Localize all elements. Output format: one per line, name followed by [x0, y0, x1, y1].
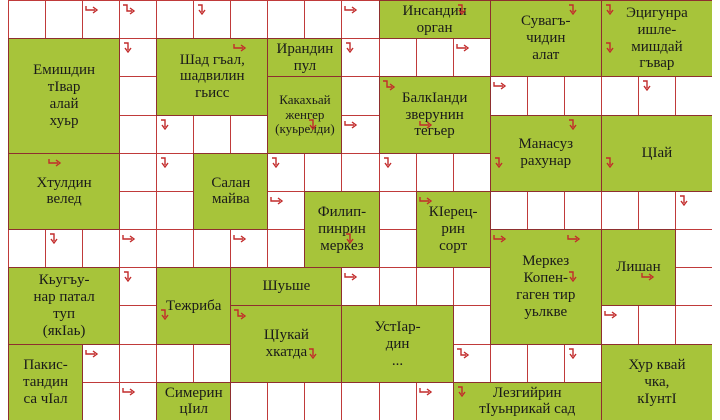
answer-cell[interactable] [675, 305, 712, 344]
direction-arrow-icon [344, 3, 358, 15]
answer-cell[interactable] [304, 382, 342, 420]
answer-cell[interactable] [564, 76, 602, 115]
clue-block: БалкӀанди зверунин тегьер [379, 76, 491, 153]
answer-cell[interactable] [379, 229, 417, 268]
direction-arrow-icon [567, 3, 581, 15]
answer-cell[interactable] [230, 115, 268, 154]
answer-cell[interactable] [490, 344, 528, 383]
clue-block: Кьугъу- нар патал туп (якӀаь) [8, 267, 120, 344]
direction-arrow-icon [85, 3, 99, 15]
clue-block: Меркез Копен- гаген тир уьлкве [490, 229, 602, 345]
answer-cell[interactable] [119, 305, 157, 344]
answer-cell[interactable] [119, 115, 157, 154]
direction-arrow-icon [567, 270, 581, 282]
direction-arrow-icon [122, 385, 136, 397]
answer-cell[interactable] [601, 76, 639, 115]
direction-arrow-icon [48, 156, 62, 168]
answer-cell[interactable] [527, 76, 565, 115]
clue-block: Салан майва [193, 153, 268, 230]
answer-cell[interactable] [341, 76, 379, 115]
direction-arrow-icon [233, 308, 247, 320]
clue-block: Шад гъал, шадвилин гьисс [156, 38, 268, 115]
answer-cell[interactable] [8, 0, 46, 39]
direction-arrow-icon [493, 156, 507, 168]
clue-block: ЦӀукай хкатда [230, 305, 342, 382]
direction-arrow-icon [567, 232, 581, 244]
answer-cell[interactable] [304, 0, 342, 39]
clue-block: КӀерец- рин сорт [416, 191, 491, 268]
answer-cell[interactable] [379, 382, 417, 420]
answer-cell[interactable] [453, 305, 491, 344]
clue-block: Ирандин пул [267, 38, 342, 77]
direction-arrow-icon [382, 79, 396, 91]
clue-block: Лишан [601, 229, 676, 306]
answer-cell[interactable] [119, 76, 157, 115]
answer-cell[interactable] [230, 382, 268, 420]
answer-cell[interactable] [527, 344, 565, 383]
answer-cell[interactable] [341, 153, 379, 192]
clue-block: Хтулдин велед [8, 153, 120, 230]
answer-cell[interactable] [416, 267, 454, 306]
direction-arrow-icon [604, 308, 618, 320]
direction-arrow-icon [122, 41, 136, 53]
answer-cell[interactable] [341, 382, 379, 420]
answer-cell[interactable] [675, 229, 712, 268]
direction-arrow-icon [307, 118, 321, 130]
answer-cell[interactable] [45, 0, 83, 39]
answer-cell[interactable] [601, 191, 639, 230]
answer-cell[interactable] [82, 229, 120, 268]
direction-arrow-icon [419, 118, 433, 130]
direction-arrow-icon [196, 3, 210, 15]
answer-cell[interactable] [379, 267, 417, 306]
answer-cell[interactable] [267, 382, 305, 420]
answer-cell[interactable] [638, 191, 676, 230]
direction-arrow-icon [233, 232, 247, 244]
direction-arrow-icon [456, 41, 470, 53]
clue-block: Лезгийрин тӀуьнрикай сад [453, 382, 602, 420]
answer-cell[interactable] [379, 38, 417, 77]
clue-block: Инсандин орган [379, 0, 491, 39]
direction-arrow-icon [678, 194, 692, 206]
clue-block: Хур квай чка, кӀунтӀ [601, 344, 712, 420]
direction-arrow-icon [233, 41, 247, 53]
direction-arrow-icon [456, 3, 470, 15]
direction-arrow-icon [48, 232, 62, 244]
answer-cell[interactable] [267, 0, 305, 39]
direction-arrow-icon [604, 41, 618, 53]
answer-cell[interactable] [156, 191, 194, 230]
direction-arrow-icon [344, 232, 358, 244]
direction-arrow-icon [344, 118, 358, 130]
answer-cell[interactable] [638, 305, 676, 344]
clue-block: Тежриба [156, 267, 231, 344]
direction-arrow-icon [604, 3, 618, 15]
direction-arrow-icon [567, 347, 581, 359]
answer-cell[interactable] [527, 191, 565, 230]
direction-arrow-icon [567, 118, 581, 130]
direction-arrow-icon [270, 156, 284, 168]
direction-arrow-icon [122, 232, 136, 244]
clue-block: УстӀар- дин ... [341, 305, 453, 382]
direction-arrow-icon [456, 347, 470, 359]
direction-arrow-icon [344, 41, 358, 53]
direction-arrow-icon [122, 3, 136, 15]
answer-cell[interactable] [267, 229, 305, 268]
direction-arrow-icon [493, 79, 507, 91]
direction-arrow-icon [493, 232, 507, 244]
answer-cell[interactable] [304, 153, 342, 192]
clue-block: ЦӀай [601, 115, 712, 192]
clue-block: Сувагъ- чидин алат [490, 0, 602, 77]
answer-cell[interactable] [675, 267, 712, 306]
answer-cell[interactable] [453, 267, 491, 306]
direction-arrow-icon [159, 156, 173, 168]
direction-arrow-icon [122, 270, 136, 282]
answer-cell[interactable] [156, 229, 194, 268]
direction-arrow-icon [419, 385, 433, 397]
direction-arrow-icon [456, 385, 470, 397]
answer-cell[interactable] [379, 191, 417, 230]
clue-block: Пакис- тандин са чӀал [8, 344, 83, 420]
answer-cell[interactable] [119, 153, 157, 192]
answer-cell[interactable] [416, 153, 454, 192]
clue-block: Эцигунра ишле- мишдай гъвар [601, 0, 712, 77]
answer-cell[interactable] [119, 344, 157, 383]
direction-arrow-icon [159, 118, 173, 130]
direction-arrow-icon [419, 194, 433, 206]
clue-block: Филип- пинрин меркез [304, 191, 379, 268]
answer-cell[interactable] [490, 191, 528, 230]
answer-cell[interactable] [156, 344, 194, 383]
direction-arrow-icon [604, 156, 618, 168]
clue-block: Манасуз рахунар [490, 115, 602, 192]
answer-cell[interactable] [230, 0, 268, 39]
clue-block: Емишдин тӀвар алай хуьр [8, 38, 120, 154]
direction-arrow-icon [641, 270, 655, 282]
answer-cell[interactable] [564, 191, 602, 230]
direction-arrow-icon [307, 347, 321, 359]
crossword-grid [8, 0, 712, 420]
direction-arrow-icon [382, 156, 396, 168]
answer-cell[interactable] [193, 115, 231, 154]
answer-cell[interactable] [193, 344, 231, 383]
clue-block: Какахьай женгер (куьрелди) [267, 76, 342, 153]
clue-block: Симерин цӀил [156, 382, 231, 420]
clue-block: Шуьше [230, 267, 342, 306]
answer-cell[interactable] [675, 76, 712, 115]
direction-arrow-icon [85, 347, 99, 359]
answer-cell[interactable] [82, 382, 120, 420]
direction-arrow-icon [344, 270, 358, 282]
answer-cell[interactable] [156, 0, 194, 39]
answer-cell[interactable] [193, 229, 231, 268]
direction-arrow-icon [270, 194, 284, 206]
answer-cell[interactable] [8, 229, 46, 268]
direction-arrow-icon [641, 79, 655, 91]
answer-cell[interactable] [119, 191, 157, 230]
answer-cell[interactable] [453, 153, 491, 192]
direction-arrow-icon [159, 308, 173, 320]
answer-cell[interactable] [416, 38, 454, 77]
